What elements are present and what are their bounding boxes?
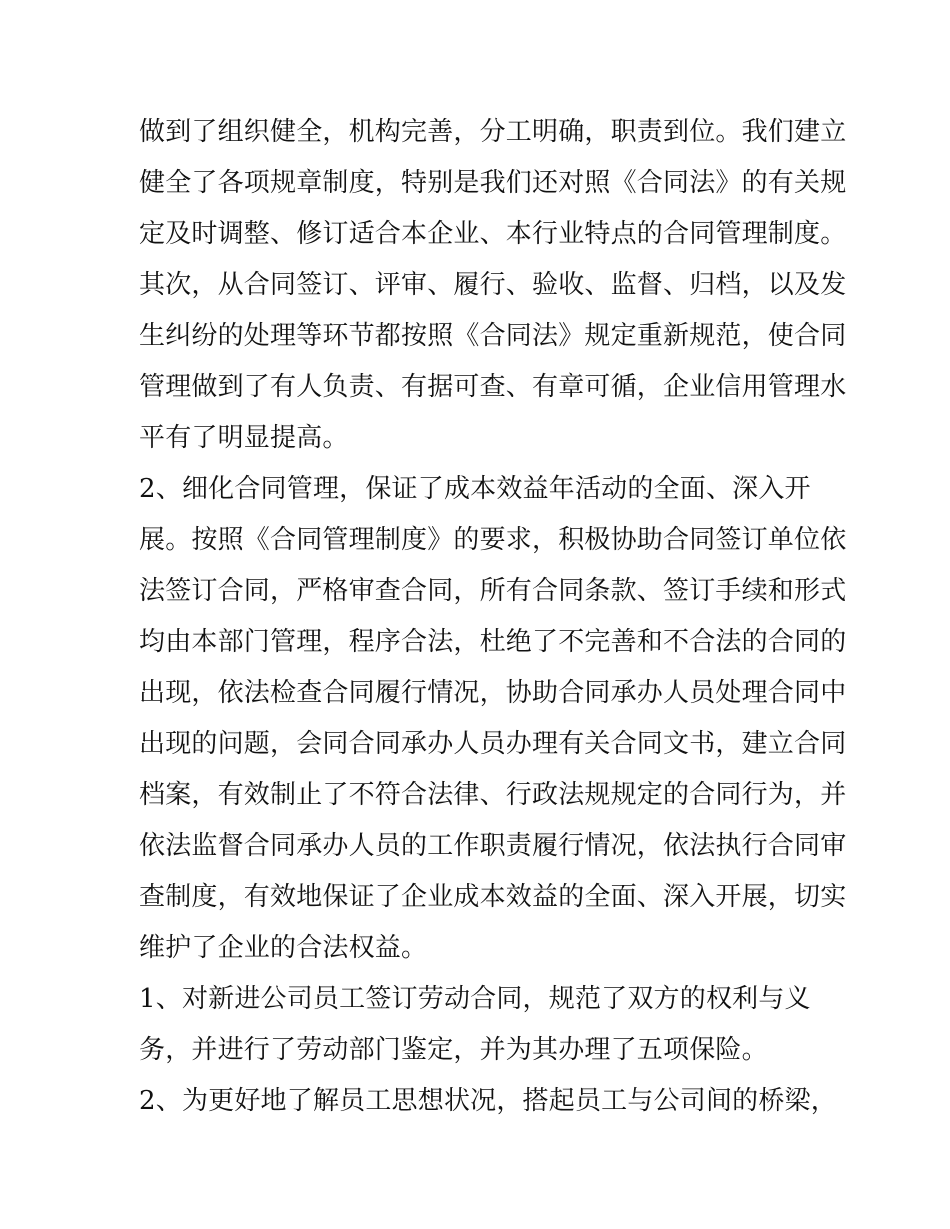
text-line: 出现的问题，会同合同承办人员办理有关合同文书，建立合同	[139, 729, 847, 759]
text-line: 档案，有效制止了不符合法律、行政法规规定的合同行为，并	[139, 780, 847, 810]
text-line: 展。按照《合同管理制度》的要求，积极协助合同签订单位依	[139, 525, 847, 555]
text-line: 管理做到了有人负责、有据可查、有章可循，企业信用管理水	[139, 372, 847, 402]
text-line: 法签订合同，严格审查合同，所有合同条款、签订手续和形式	[139, 576, 847, 606]
text-line: 2、为更好地了解员工思想状况，搭起员工与公司间的桥梁，	[139, 1086, 837, 1116]
text-line: 2、细化合同管理，保证了成本效益年活动的全面、深入开	[139, 474, 811, 504]
text-line: 其次，从合同签订、评审、履行、验收、监督、归档，以及发	[139, 270, 847, 300]
text-line: 维护了企业的合法权益。	[139, 933, 428, 963]
text-line: 查制度，有效地保证了企业成本效益的全面、深入开展，切实	[139, 882, 847, 912]
document-body	[139, 107, 847, 1127]
text-line: 定及时调整、修订适合本企业、本行业特点的合同管理制度。	[139, 219, 847, 249]
text-line: 生纠纷的处理等环节都按照《合同法》规定重新规范，使合同	[139, 321, 847, 351]
text-line: 平有了明显提高。	[139, 423, 349, 453]
text-line: 1、对新进公司员工签订劳动合同，规范了双方的权利与义	[139, 984, 811, 1014]
text-line: 依法监督合同承办人员的工作职责履行情况，依法执行合同审	[139, 831, 847, 861]
text-line: 健全了各项规章制度，特别是我们还对照《合同法》的有关规	[139, 168, 847, 198]
text-line: 均由本部门管理，程序合法，杜绝了不完善和不合法的合同的	[139, 627, 847, 657]
text-line: 务，并进行了劳动部门鉴定，并为其办理了五项保险。	[139, 1035, 768, 1065]
text-line: 出现，依法检查合同履行情况，协助合同承办人员处理合同中	[139, 678, 847, 708]
text-line: 做到了组织健全，机构完善，分工明确，职责到位。我们建立	[139, 117, 847, 147]
